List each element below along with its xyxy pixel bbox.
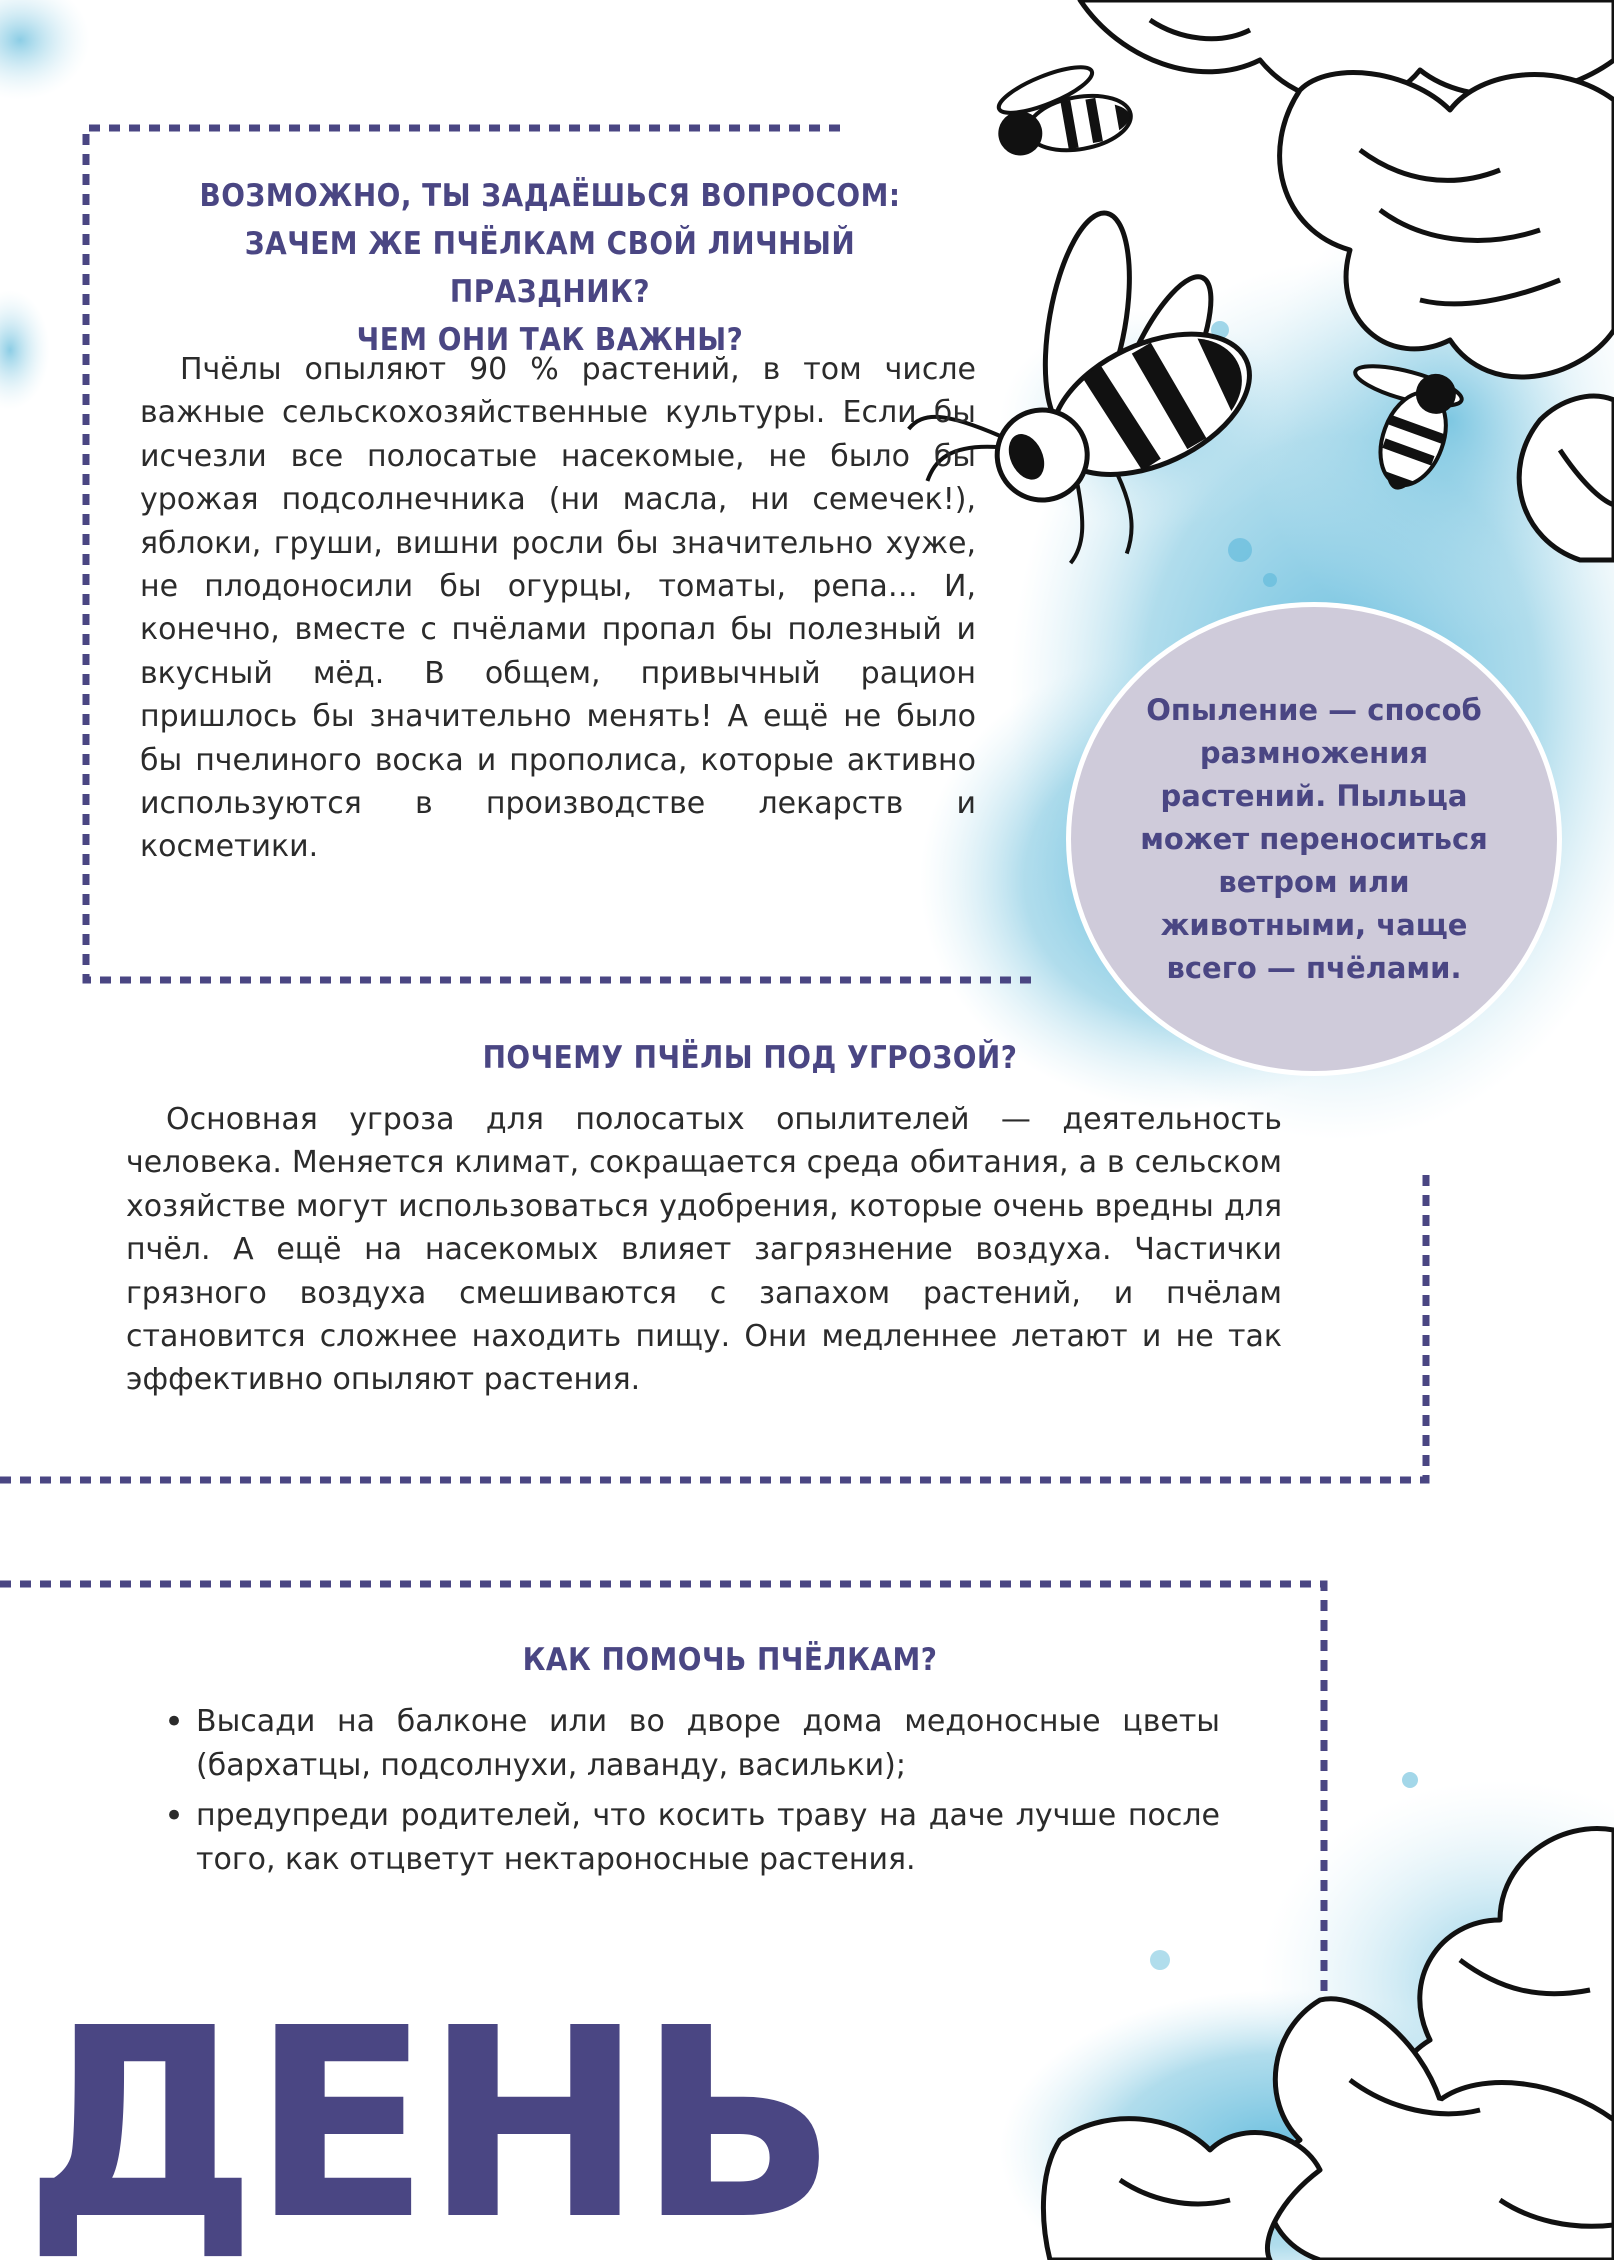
- section-body: [140, 348, 976, 869]
- section-heading: [150, 172, 950, 364]
- tips-list: [160, 1700, 1220, 1888]
- section-heading: КАК ПОМОЧЬ ПЧЁЛКАМ?: [522, 1642, 938, 1678]
- list-item: • Высади на балконе или во дворе дома медоносные цветы (бархатцы, подсолнухи, лаванду, васильки);: [160, 1700, 1220, 1788]
- list-item: • предупреди родителей, что косить траву на даче лучше после того, как отцветут нектароносные растения.: [160, 1794, 1220, 1882]
- section-body: [126, 1098, 1282, 1402]
- section-heading: ПОЧЕМУ ПЧЁЛЫ ПОД УГРОЗОЙ?: [482, 1040, 1018, 1076]
- callout-text: Опыление — способ размножения растений. Пыльца может переноситься ветром или животными, чаще всего — пчёлами.: [1140, 692, 1488, 985]
- heading-line: ЧЕМ ОНИ ТАК ВАЖНЫ?: [356, 322, 744, 358]
- title-word: ДЕНЬ: [24, 1972, 832, 2260]
- heading-line: ВОЗМОЖНО, ТЫ ЗАДАЁШЬСЯ ВОПРОСОМ:: [199, 178, 901, 214]
- heading-line: ЗАЧЕМ ЖЕ ПЧЁЛКАМ СВОЙ ЛИЧНЫЙ ПРАЗДНИК?: [244, 226, 856, 310]
- definition-callout: [1066, 602, 1562, 1076]
- body-paragraph: Пчёлы опыляют 90 % растений, в том числе важные сельскохозяйственные культуры. Если бы исчезли все полосатые насекомые, не было бы урожая подсолнечника (ни масла, ни семечек!), яблоки, груши, вишни росли бы значительно хуже, не плодоносили бы огурцы, томаты, репа… И, конечно, вместе с пчёлами пропал бы полезный и вкусный мёд. В общем, привычный рацион пришлось бы значительно менять! А ещё не было бы пчелиного воска и прополиса, которые активно используются в производстве лекарств и косметики.: [140, 352, 976, 865]
- body-paragraph: Основная угроза для полосатых опылителей — деятельность человека. Меняется климат, сокращается среда обитания, а в сельском хозяйстве могут использоваться удобрения, которые очень вредны для пчёл. А ещё на насекомых влияет загрязнение воздуха. Частички грязного воздуха смешиваются с запахом растений, и пчёлам становится сложнее находить пищу. Они медленнее летают и не так эффективно опыляют растения.: [126, 1102, 1282, 1398]
